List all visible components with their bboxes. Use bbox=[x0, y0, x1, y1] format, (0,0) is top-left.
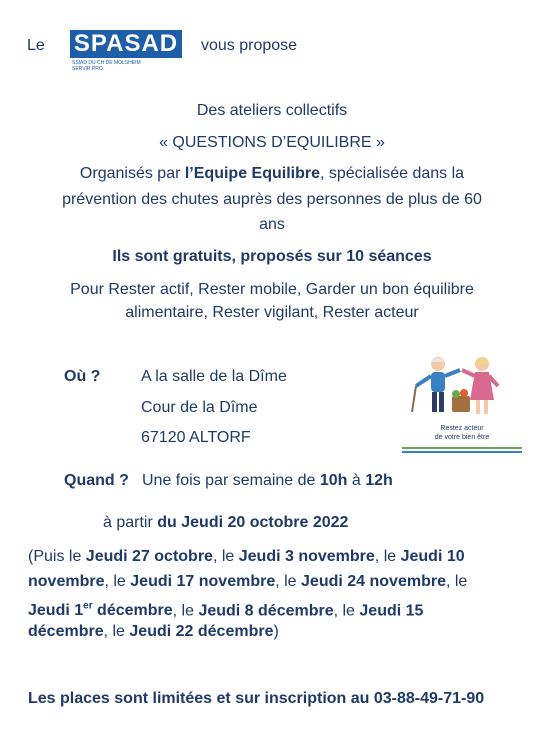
schedule-text: , le bbox=[445, 573, 468, 590]
start-date-line bbox=[103, 513, 348, 533]
address-line-2: Cour de la Dîme bbox=[141, 399, 258, 416]
organizer-rest: , spécialisée dans la bbox=[319, 165, 465, 182]
schedule-text: , le bbox=[103, 623, 130, 640]
start-prefix: à partir bbox=[103, 514, 158, 531]
address-line-1: A la salle de la Dîme bbox=[141, 368, 287, 385]
illustration-caption-1: Restez acteur bbox=[440, 425, 484, 432]
free-sessions: Ils sont gratuits, proposés sur 10 séances bbox=[112, 248, 432, 265]
organizer-line-2: prévention des chutes auprès des personnes de plus de 60 bbox=[62, 191, 482, 208]
header-suffix: vous propose bbox=[201, 37, 298, 54]
session-date: Jeudi 24 novembre bbox=[301, 573, 446, 590]
session-date: Jeudi 27 octobre bbox=[85, 548, 213, 565]
session-date bbox=[28, 602, 173, 619]
seniors-figures-image bbox=[398, 352, 526, 422]
start-time: 10h bbox=[319, 472, 348, 489]
address-line-3: 67120 ALTORF bbox=[141, 429, 251, 446]
session-date: Jeudi 17 novembre bbox=[130, 573, 276, 590]
organizer-prefix: Organisés par bbox=[79, 165, 185, 182]
workshop-title: « QUESTIONS D’EQUILIBRE » bbox=[159, 134, 385, 151]
header-prefix: Le bbox=[27, 37, 45, 54]
illustration-caption-2: de votre bien être bbox=[434, 434, 490, 441]
ordinal-suffix: er bbox=[83, 601, 93, 612]
seniors-illustration bbox=[398, 352, 526, 460]
schedule-text: , le bbox=[172, 602, 199, 620]
goals-line-1: Pour Rester actif, Rester mobile, Garder un bon équilibre bbox=[70, 281, 474, 298]
session-date: Jeudi 15 bbox=[359, 602, 424, 620]
spasad-logo bbox=[70, 30, 182, 70]
logo-subtext-2: SERVIR PRO bbox=[72, 66, 103, 72]
session-date-day: Jeudi 1 bbox=[28, 602, 84, 620]
schedule-line-1 bbox=[28, 544, 518, 569]
session-date: Jeudi 8 décembre bbox=[198, 602, 334, 620]
logo-subtext: SSIAD DU CH DE MOLSHEIM bbox=[72, 60, 141, 66]
time-separator: à bbox=[347, 472, 366, 489]
schedule-text: , le bbox=[333, 602, 360, 620]
schedule-text: , le bbox=[104, 573, 131, 590]
where-label: Où ? bbox=[64, 368, 101, 385]
frequency-text: Une fois par semaine de bbox=[142, 472, 320, 489]
session-date: Jeudi 22 décembre bbox=[129, 623, 274, 640]
start-date: du Jeudi 20 octobre 2022 bbox=[157, 514, 349, 531]
session-date-month: décembre bbox=[92, 602, 173, 620]
session-date: novembre bbox=[28, 573, 105, 590]
schedule-line-2 bbox=[28, 569, 518, 594]
end-time: 12h bbox=[365, 472, 393, 489]
schedule-text: , le bbox=[374, 548, 401, 565]
session-date: Jeudi 3 novembre bbox=[238, 548, 375, 565]
schedule-text: , le bbox=[212, 548, 239, 565]
caption-divider-blue bbox=[402, 451, 522, 453]
schedule-text: (Puis le bbox=[28, 548, 86, 565]
schedule-text: ) bbox=[273, 623, 279, 640]
logo-text: SPASAD bbox=[70, 30, 182, 58]
organizer-line bbox=[0, 164, 544, 184]
session-date: Jeudi 10 bbox=[400, 548, 465, 565]
caption-divider-green bbox=[402, 447, 522, 449]
registration-notice: Les places sont limitées et sur inscription au 03-88-49-71-90 bbox=[28, 690, 485, 707]
session-date: décembre bbox=[28, 623, 104, 640]
goals-line-2: alimentaire, Rester vigilant, Rester acteur bbox=[125, 304, 419, 321]
organizer-team: l’Equipe Equilibre bbox=[184, 165, 320, 182]
organizer-line-3: ans bbox=[259, 216, 285, 233]
schedule-line-4 bbox=[28, 619, 518, 644]
intro-line: Des ateliers collectifs bbox=[196, 102, 348, 119]
when-label: Quand ? bbox=[64, 472, 129, 489]
schedule-text: , le bbox=[275, 573, 302, 590]
frequency-line bbox=[142, 471, 393, 491]
